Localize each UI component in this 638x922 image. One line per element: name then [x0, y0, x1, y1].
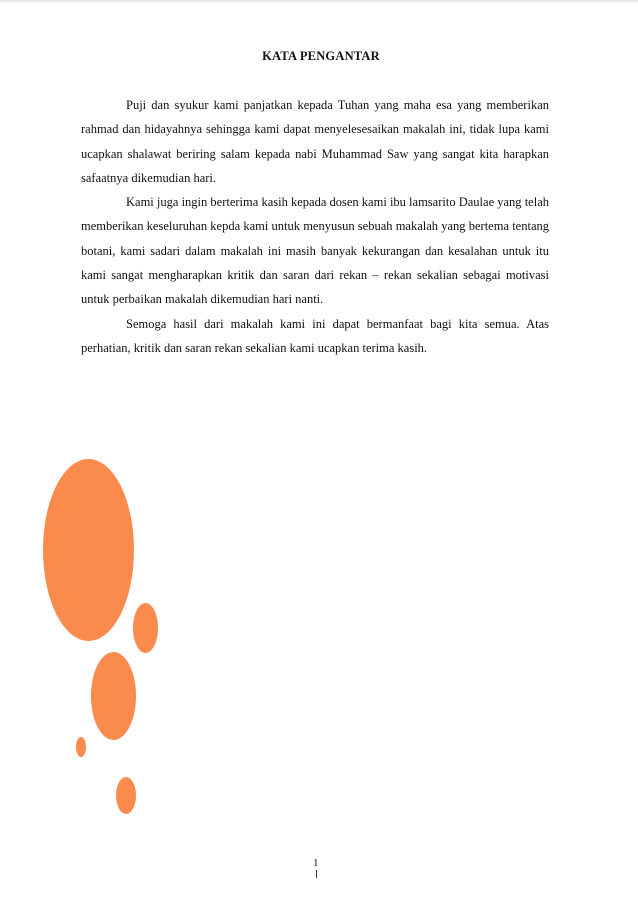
paragraph-3: Semoga hasil dari makalah kami ini dapat bermanfaat bagi kita semua. Atas perhatian, kritik dan saran rekan sekalian kami ucapkan terima kasih.	[81, 316, 549, 355]
page-title: KATA PENGANTAR	[262, 49, 380, 63]
top-divider	[0, 0, 638, 2]
page-number: 1	[313, 857, 319, 869]
decorative-oval-small-bottom	[116, 777, 136, 814]
paragraph-1: Puji dan syukur kami panjatkan kepada Tuhan yang maha esa yang memberikan rahmad dan hidayahnya sehingga kami dapat menyelesesaikan makalah ini, tidak lupa kami ucapkan shalawat beriring salam kepada nabi Muhammad Saw yang sangat kita harapkan safaatnya dikemudian hari.	[81, 98, 549, 185]
decorative-oval-small-right	[133, 603, 158, 653]
decorative-oval-tiny	[76, 737, 86, 757]
body-text	[81, 93, 549, 360]
decorative-oval-large	[43, 459, 134, 641]
page-number-mark	[316, 870, 317, 878]
decorative-oval-medium	[91, 652, 136, 740]
paragraph-2: Kami juga ingin berterima kasih kepada dosen kami ibu lamsarito Daulae yang telah memberikan keseluruhan kepda kami untuk menyusun sebuah makalah yang bertema tentang botani, kami sadari dalam makalah ini masih banyak kekurangan dan kesalahan untuk itu kami sangat mengharapkan kritik dan saran dari rekan – rekan sekalian sebagai motivasi untuk perbaikan makalah dikemudian hari nanti.	[81, 195, 549, 307]
